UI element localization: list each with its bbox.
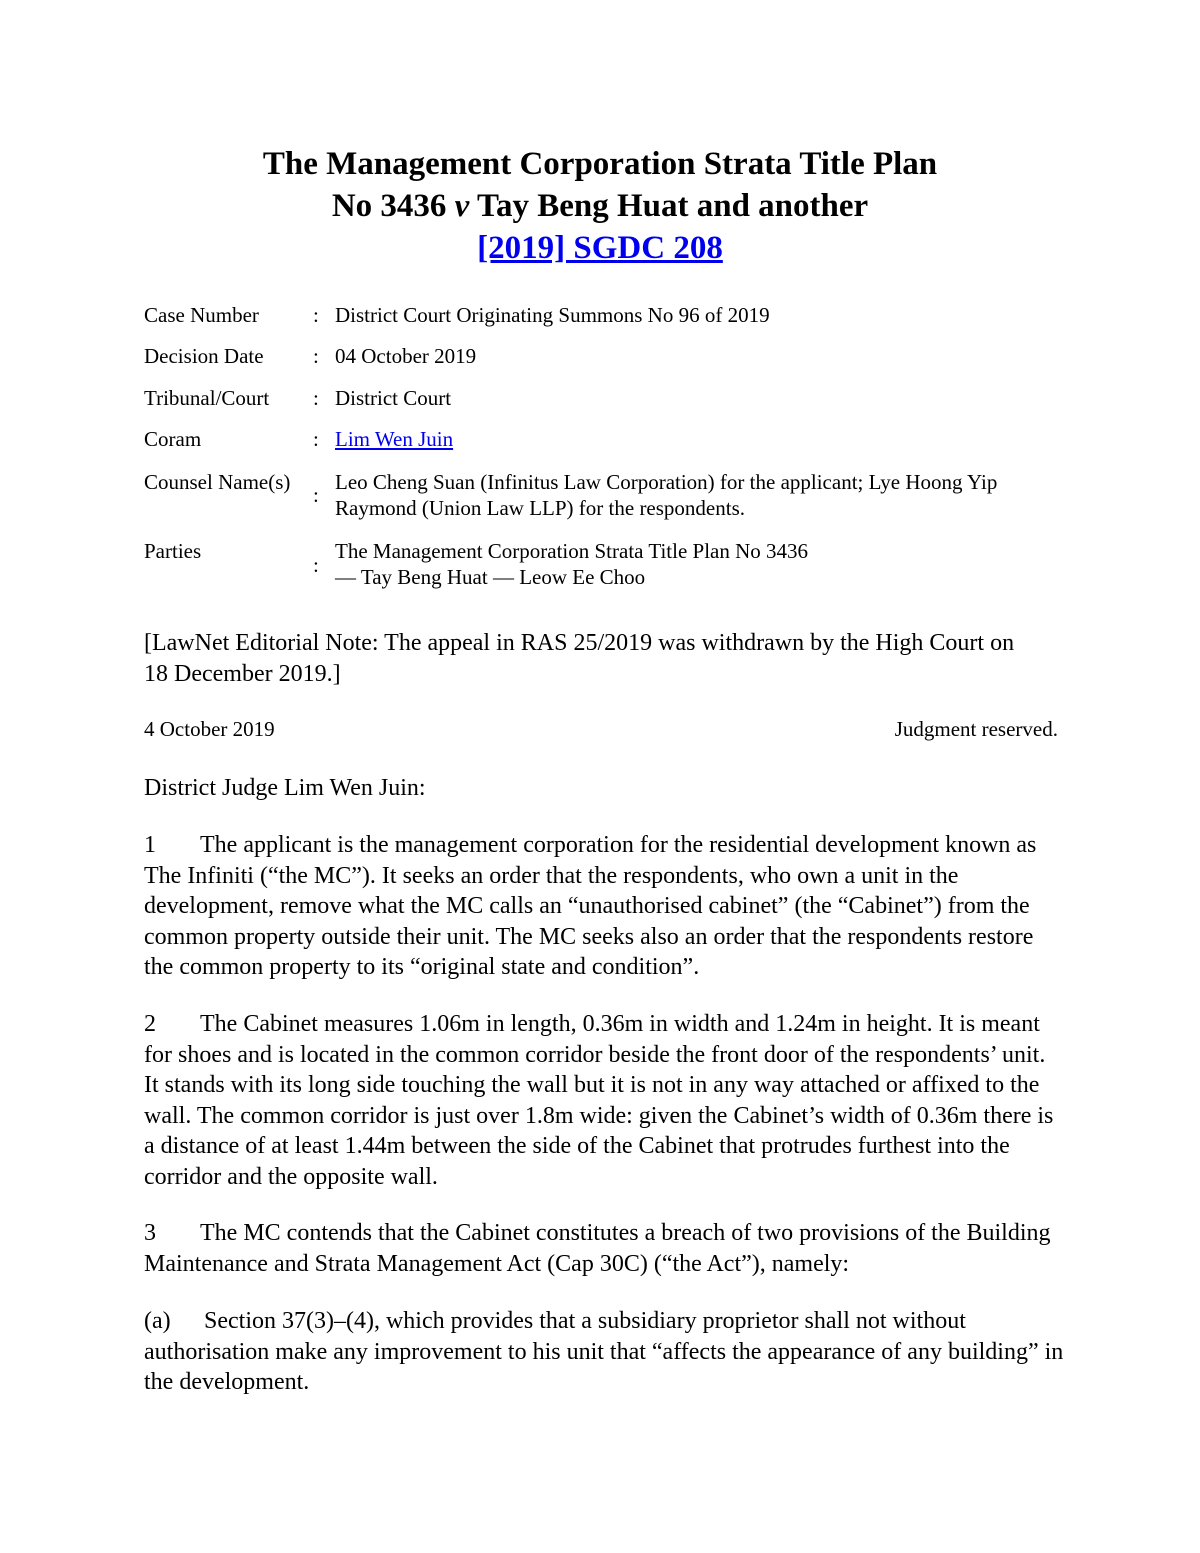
citation-link[interactable]: [2019] SGDC 208 [477, 230, 723, 266]
subparagraph [144, 1306, 1064, 1398]
paragraph-number: 2 [144, 1011, 156, 1037]
parties-value-line2: — Tay Beng Huat — Leow Ee Choo [335, 565, 646, 589]
case-title-line1: The Management Corporation Strata Title Plan [262, 146, 938, 182]
decision-date-value: 04 October 2019 [335, 344, 477, 368]
paragraph-number: 1 [144, 832, 156, 858]
meta-colon: : [313, 344, 319, 368]
case-title-suffix: Tay Beng Huat and another [469, 188, 869, 224]
coram-judge-link[interactable]: Lim Wen Juin [335, 427, 454, 451]
case-number-label: Case Number [144, 303, 259, 327]
subparagraph-text: Section 37(3)–(4), which provides that a subsidiary proprietor shall not without authorisation make any improvement to his unit that “affects the appearance of any building” in the development. [144, 1308, 1064, 1395]
parties-label: Parties [144, 539, 202, 563]
coram-label: Coram [144, 427, 202, 451]
case-number-value: District Court Originating Summons No 96 of 2019 [335, 303, 770, 327]
paragraph-text: The applicant is the management corporation for the residential development known as The Infiniti (“the MC”). It seeks an order that the respondents, who own a unit in the development, remove what the MC calls an “unauthorised cabinet” (the “Cabinet”) from the common property outside their unit. The MC seeks also an order that the respondents restore the common property to its “original state and condition”. [144, 832, 1037, 980]
subparagraph-number: (a) [144, 1308, 171, 1334]
meta-colon: : [313, 553, 319, 577]
counsel-label: Counsel Name(s) [144, 470, 291, 494]
judgment-date: 4 October 2019 [144, 717, 275, 741]
counsel-value: Leo Cheng Suan (Infinitus Law Corporation) for the applicant; Lye Hoong Yip Raymond (Union Law LLP) for the respondents. [335, 470, 998, 520]
versus-marker: v [454, 188, 470, 224]
parties-value-line1: The Management Corporation Strata Title Plan No 3436 [335, 539, 809, 563]
meta-colon: : [313, 427, 319, 451]
meta-colon: : [313, 483, 319, 507]
coram-value [335, 426, 1075, 452]
editorial-note: [LawNet Editorial Note: The appeal in RAS 25/2019 was withdrawn by the High Court on 18 December 2019.] [144, 630, 1015, 687]
paragraph [144, 830, 1064, 983]
paragraph-text: The Cabinet measures 1.06m in length, 0.36m in width and 1.24m in height. It is meant for shoes and is located in the common corridor beside the front door of the respondents’ unit. It stands with its long side touching the wall but it is not in any way attached or affixed to the wall. The common corridor is just over 1.8m wide: given the Cabinet’s width of 0.36m there is a distance of at least 1.44m between the side of the Cabinet that protrudes furthest into the corridor and the opposite wall. [144, 1011, 1054, 1190]
case-title-line2 [0, 184, 1200, 229]
judge-line: District Judge Lim Wen Juin: [144, 775, 426, 801]
tribunal-value: District Court [335, 386, 452, 410]
meta-colon: : [313, 386, 319, 410]
meta-colon: : [313, 303, 319, 327]
decision-date-label: Decision Date [144, 344, 264, 368]
paragraph-number: 3 [144, 1220, 156, 1246]
tribunal-label: Tribunal/Court [144, 386, 270, 410]
judgment-status: Judgment reserved. [894, 717, 1058, 741]
paragraph-text: The MC contends that the Cabinet constitutes a breach of two provisions of the Building Maintenance and Strata Management Act (Cap 30C) (“the Act”), namely: [144, 1220, 1051, 1277]
case-title-prefix: No 3436 [331, 188, 455, 224]
paragraph [144, 1218, 1064, 1279]
citation-row [0, 226, 1200, 271]
paragraph [144, 1009, 1064, 1192]
